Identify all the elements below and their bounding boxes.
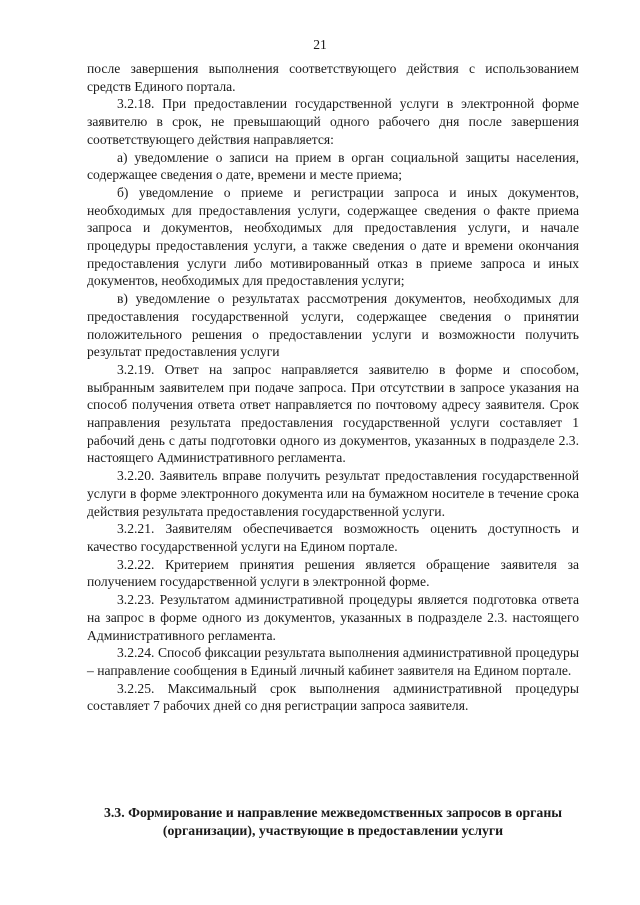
paragraph-3-2-23: 3.2.23. Результатом административной процедуры является подготовка ответа на запрос в форме одного из документов, указанных в подразделе 2.3. настоящего Административного регламента. (87, 592, 579, 643)
paragraph-3-2-24: 3.2.24. Способ фиксации результата выполнения административной процедуры – направление сообщения в Единый личный кабинет заявителя на Едином портале. (87, 645, 579, 678)
paragraph-continuation: после завершения выполнения соответствующего действия с использованием средств Единого портала. (87, 61, 579, 94)
paragraph-3-2-22: 3.2.22. Критерием принятия решения является обращение заявителя за получением государственной услуги в электронной форме. (87, 556, 579, 590)
paragraph-item-a: а) уведомление о записи на прием в орган социальной защиты населения, содержащее сведения о дате, времени и месте приема; (87, 149, 579, 183)
paragraph-3-2-21: 3.2.21. Заявителям обеспечивается возможность оценить доступность и качество государственной услуги на Едином портале. (87, 521, 579, 554)
page-number: 21 (313, 37, 327, 52)
paragraph-item-v: в) уведомление о результатах рассмотрения документов, необходимых для предоставления государственной услуги, содержащее сведения о принятии положительного решения о предоставлении услуги и возможности получить результат предоставления услуги (87, 291, 579, 360)
body-text (87, 60, 579, 715)
section-heading: 3.3. Формирование и направление межведомственных запросов в органы (организации), участвующие в предоставлении услуги (103, 805, 563, 838)
paragraph-3-2-25: 3.2.25. Максимальный срок выполнения административной процедуры составляет 7 рабочих дней со дня регистрации запроса заявителя. (87, 680, 579, 714)
paragraph-3-2-19: 3.2.19. Ответ на запрос направляется заявителю в форме и способом, выбранным заявителем при подаче запроса. При отсутствии в запросе указания на способ получения ответа ответ направляется по почтовому адресу заявителя. Срок направления результата предоставления государственной услуги составляет 1 рабочий день с даты подготовки одного из документов, указанных в подразделе 2.3. настоящего Административного регламента. (87, 361, 579, 466)
paragraph-3-2-20: 3.2.20. Заявитель вправе получить результат предоставления государственной услуги в форме электронного документа или на бумажном носителе в течение срока действия результата предоставления государственной услуги. (87, 468, 579, 519)
paragraph-3-2-18: 3.2.18. При предоставлении государственной услуги в электронной форме заявителю в срок, не превышающий одного рабочего дня после завершения соответствующего действия направляется: (87, 96, 579, 147)
paragraph-item-b: б) уведомление о приеме и регистрации запроса и иных документов, необходимых для предоставления услуги, содержащее сведения о факте приема запроса и документов, необходимых для предоставления услуги, и начале процедуры предоставления услуги, а также сведения о дате и времени окончания предоставления услуги либо мотивированный отказ в приеме запроса и иных документов, необходимых для предоставления услуги; (87, 184, 579, 289)
